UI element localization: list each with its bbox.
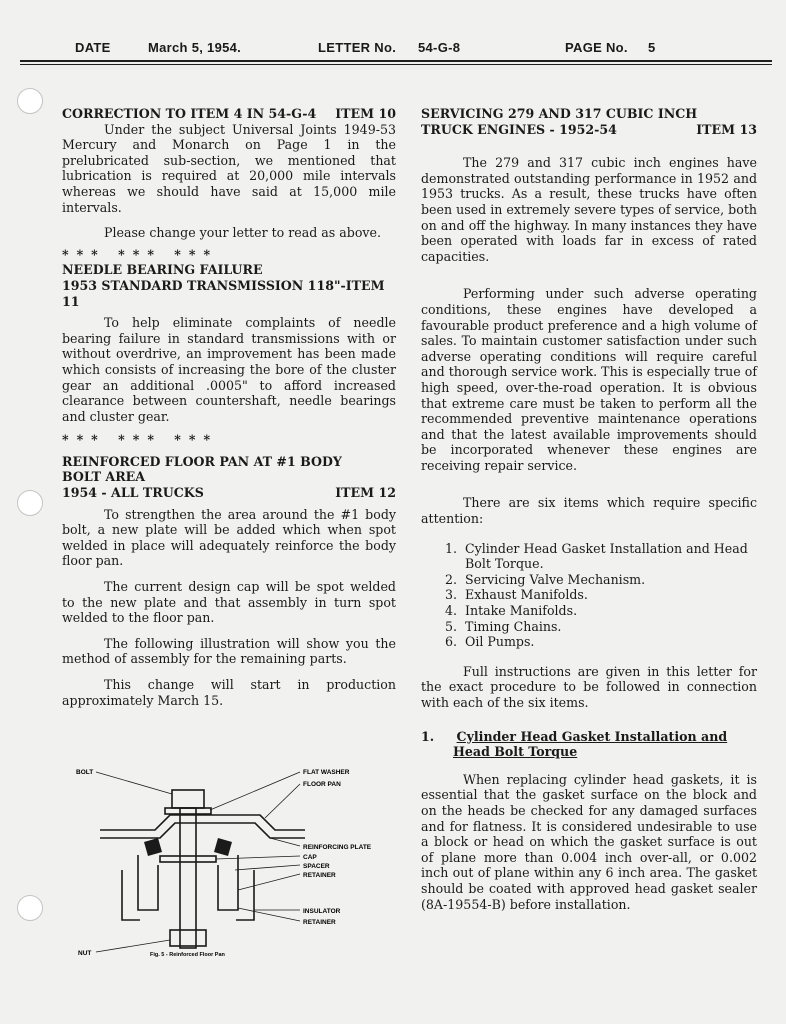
label-nut: NUT <box>78 950 92 957</box>
section-title: SERVICING 279 AND 317 CUBIC INCH <box>421 106 698 121</box>
item-number: ITEM 10 <box>335 106 396 121</box>
page-value: 5 <box>648 40 656 55</box>
section-title: NEEDLE BEARING FAILURE <box>62 262 263 278</box>
list-item: 5. Timing Chains. <box>461 619 757 635</box>
list-item: 6. Oil Pumps. <box>461 634 757 650</box>
paragraph: This change will start in production approximately March 15. <box>62 677 396 708</box>
section-title: 1953 STANDARD TRANSMISSION 118"-ITEM 11 <box>62 277 385 309</box>
floor-pan-illustration <box>60 760 400 960</box>
paragraph: Full instructions are given in this letter for the exact procedure to be followed in connection with each of the six items. <box>421 663 757 710</box>
section-title: 1954 - ALL TRUCKS <box>62 485 204 501</box>
label-floor-pan: FLOOR PAN <box>303 781 341 788</box>
label-retainer: RETAINER <box>303 919 336 926</box>
label-insulator: INSULATOR <box>303 908 341 915</box>
subsection-heading <box>421 744 757 760</box>
list-item: 2. Servicing Valve Mechanism. <box>461 572 757 588</box>
list-item: 1. Cylinder Head Gasket Installation and Head Bolt Torque. <box>461 541 757 572</box>
retainer-right <box>218 855 238 910</box>
paragraph: When replacing cylinder head gaskets, it is essential that the gasket surface on the block and on the heads be checked for any damaged surfaces and for flatness. It is considered undesirable to use a block or head on which the gasket surface is out of plane more than 0.004 inch over-all, or 0.002 inch out of plane within any 6 inch area. The gasket should be coated with approved head gasket sealer (8A-19554-B) before installation. <box>421 771 757 912</box>
subsection-title: Head Bolt Torque <box>453 744 578 760</box>
list-item: 4. Intake Manifolds. <box>461 603 757 619</box>
label-cap: CAP <box>303 854 317 861</box>
section-heading <box>421 122 757 138</box>
separator: *** *** *** <box>62 432 219 448</box>
attention-list <box>421 541 757 650</box>
section-heading <box>62 106 396 122</box>
insulator-block <box>214 838 232 856</box>
paragraph: The current design cap will be spot welded to the new plate and that assembly in turn spot welded to the floor pan. <box>62 579 396 626</box>
punch-hole <box>17 88 43 114</box>
punch-hole <box>17 895 43 921</box>
bolt-head <box>172 790 204 808</box>
separator: *** *** *** <box>62 246 219 262</box>
letter-label: LETTER No. <box>318 40 397 55</box>
section-title: CORRECTION TO ITEM 4 IN 54-G-4 <box>62 106 317 121</box>
paragraph: There are six items which require specific attention: <box>421 495 757 527</box>
paragraph: To help eliminate complaints of needle bearing failure in standard transmissions with or without overdrive, an improvement has been made which consists of increasing the bore of the cluster gear an additional .0005" to afford increased clearance between countershaft, needle bearings and cluster gear. <box>62 315 396 424</box>
paragraph: The following illustration will show you the method of assembly for the remaining parts. <box>62 635 396 667</box>
flat-washer <box>165 808 211 814</box>
section-title: REINFORCED FLOOR PAN AT #1 BODY <box>62 453 342 469</box>
bolt-shank <box>180 808 196 948</box>
page-label: PAGE No. <box>565 40 628 55</box>
list-item: 3. Exhaust Manifolds. <box>461 587 757 603</box>
date-value: March 5, 1954. <box>148 40 242 55</box>
section-title: TRUCK ENGINES - 1952-54 <box>421 121 617 137</box>
header-rule <box>20 60 772 62</box>
retainer-left <box>138 855 158 910</box>
label-spacer: SPACER <box>303 863 330 870</box>
right-column <box>421 106 757 912</box>
paragraph: The 279 and 317 cubic inch engines have demonstrated outstanding performance in 1952 and 1953 trucks. As a result, these trucks have often been used in extremely severe types of service, both on and off the highway. In many instances they have been operated with loads far in excess of rated capacities. <box>421 155 757 264</box>
left-column <box>62 106 396 708</box>
item-number: ITEM 12 <box>335 485 396 501</box>
subsection-number: 1. <box>421 728 435 744</box>
label-bolt: BOLT <box>76 769 94 776</box>
paragraph: Performing under such adverse operating conditions, these engines have developed a favourable product preference and a high volume of sales. To maintain customer satisfaction under such adverse operating conditions will require careful and thorough service work. This is especially true of high speed, over-the-road operation. It is obvious that extreme care must be taken to perform all the recommended preventive maintenance operations and that the latest available improvements should be incorporated whenever these engines are receiving repair service. <box>421 286 757 473</box>
section-title: BOLT AREA <box>62 469 146 485</box>
label-reinforcing-plate: REINFORCING PLATE <box>303 844 372 851</box>
spacer <box>160 856 216 862</box>
nut <box>170 930 206 946</box>
section-heading <box>62 485 396 501</box>
figure-caption: Fig. 5 - Reinforced Floor Pan <box>150 952 225 958</box>
letter-value: 54-G-8 <box>418 40 461 55</box>
date-label: DATE <box>75 40 111 55</box>
header-rule <box>20 64 772 65</box>
subsection-heading <box>421 729 757 745</box>
punch-hole <box>17 490 43 516</box>
item-number: ITEM 13 <box>696 121 757 137</box>
paragraph: Under the subject Universal Joints 1949-53 Mercury and Monarch on Page 1 in the prelubricated sub-section, we mentioned that lubrication is required at 20,000 mile intervals whereas we should have said at 15,000 mile intervals. <box>62 121 396 215</box>
insulator-block <box>144 838 162 856</box>
paragraph: Please change your letter to read as above. <box>104 225 381 241</box>
label-retainer: RETAINER <box>303 872 336 879</box>
label-flat-washer: FLAT WASHER <box>303 769 350 776</box>
paragraph: To strengthen the area around the #1 body bolt, a new plate will be added which when spot welded in place will adequately reinforce the body floor pan. <box>62 506 396 569</box>
subsection-title: Cylinder Head Gasket Installation and <box>456 728 728 744</box>
